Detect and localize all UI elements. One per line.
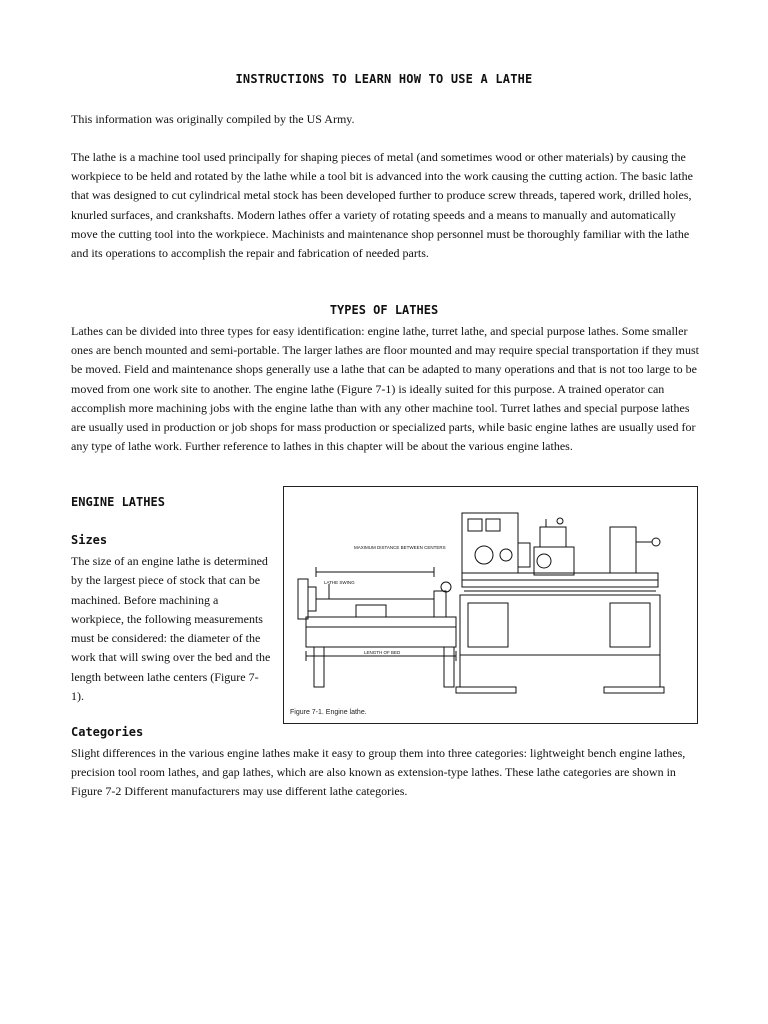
types-heading: TYPES OF LATHES [329,303,439,317]
label-length-of-bed: LENGTH OF BED [364,650,401,655]
lathe-schematic [298,567,456,687]
sizes-heading: Sizes [71,533,108,547]
engine-lathe-illustration [284,487,697,723]
categories-heading: Categories [71,725,144,739]
engine-lathes-heading: ENGINE LATHES [71,495,165,509]
lathe-drawing [456,513,664,693]
figure-engine-lathe [283,486,698,724]
figure-caption: Figure 7-1. Engine lathe. [290,709,367,716]
categories-paragraph: Slight differences in the various engine lathes make it easy to group them into three categories: lightweight bench engine lathes, precision tool room lathes, and gap lathes, which are also known as extension-type lathes. These lathe categories are shown in Figure 7-2 Different manufacturers may use different lathe categories. [71,746,686,799]
intro-paragraph: This information was originally compiled by the US Army. [71,112,355,126]
sizes-paragraph: The size of an engine lathe is determined by the largest piece of stock that can be machined. Before machining a workpiece, the following measurements must be considered: the diameter of the work that will swing over the bed and the length between lathe centers (Figure 7-1). [71,554,271,704]
label-max-distance: MAXIMUM DISTANCE BETWEEN CENTERS [354,545,446,550]
lathe-paragraph: The lathe is a machine tool used principally for shaping pieces of metal (and sometimes wood or other materials) by causing the workpiece to be held and rotated by the lathe while a tool bit is advanced into the work causing the cutting action. The basic lathe that was designed to cut cylindrical metal stock has been developed further to produce screw threads, tapered work, drilled holes, knurled surfaces, and crankshafts. Modern lathes offer a variety of rotating speeds and a means to manually and automatically move the cutting tool into the workpiece. Machinists and maintenance shop personnel must be thoroughly familiar with the lathe and its operations to accomplish the repair and fabrication of needed parts. [71,150,693,261]
document-title: INSTRUCTIONS TO LEARN HOW TO USE A LATHE [235,72,533,86]
types-paragraph: Lathes can be divided into three types for easy identification: engine lathe, turret lathe, and special purpose lathes. Some smaller ones are bench mounted and semi-portable. The larger lathes are floor mounted and may require special transportation if they must be moved. Field and maintenance shops generally use a lathe that can be adapted to many operations and that is not too large to be moved from one work site to another. The engine lathe (Figure 7-1) is ideally suited for this purpose. A trained operator can accomplish more machining jobs with the engine lathe than with any other machine tool. Turret lathes and special purpose lathes are usually used in production or job shops for mass production or specialized parts, while basic engine lathes are usually used for any type of lathe work. Further reference to lathes in this chapter will be about the various engine lathes. [71,324,700,454]
label-lathe-swing: LATHE SWING [324,580,355,585]
